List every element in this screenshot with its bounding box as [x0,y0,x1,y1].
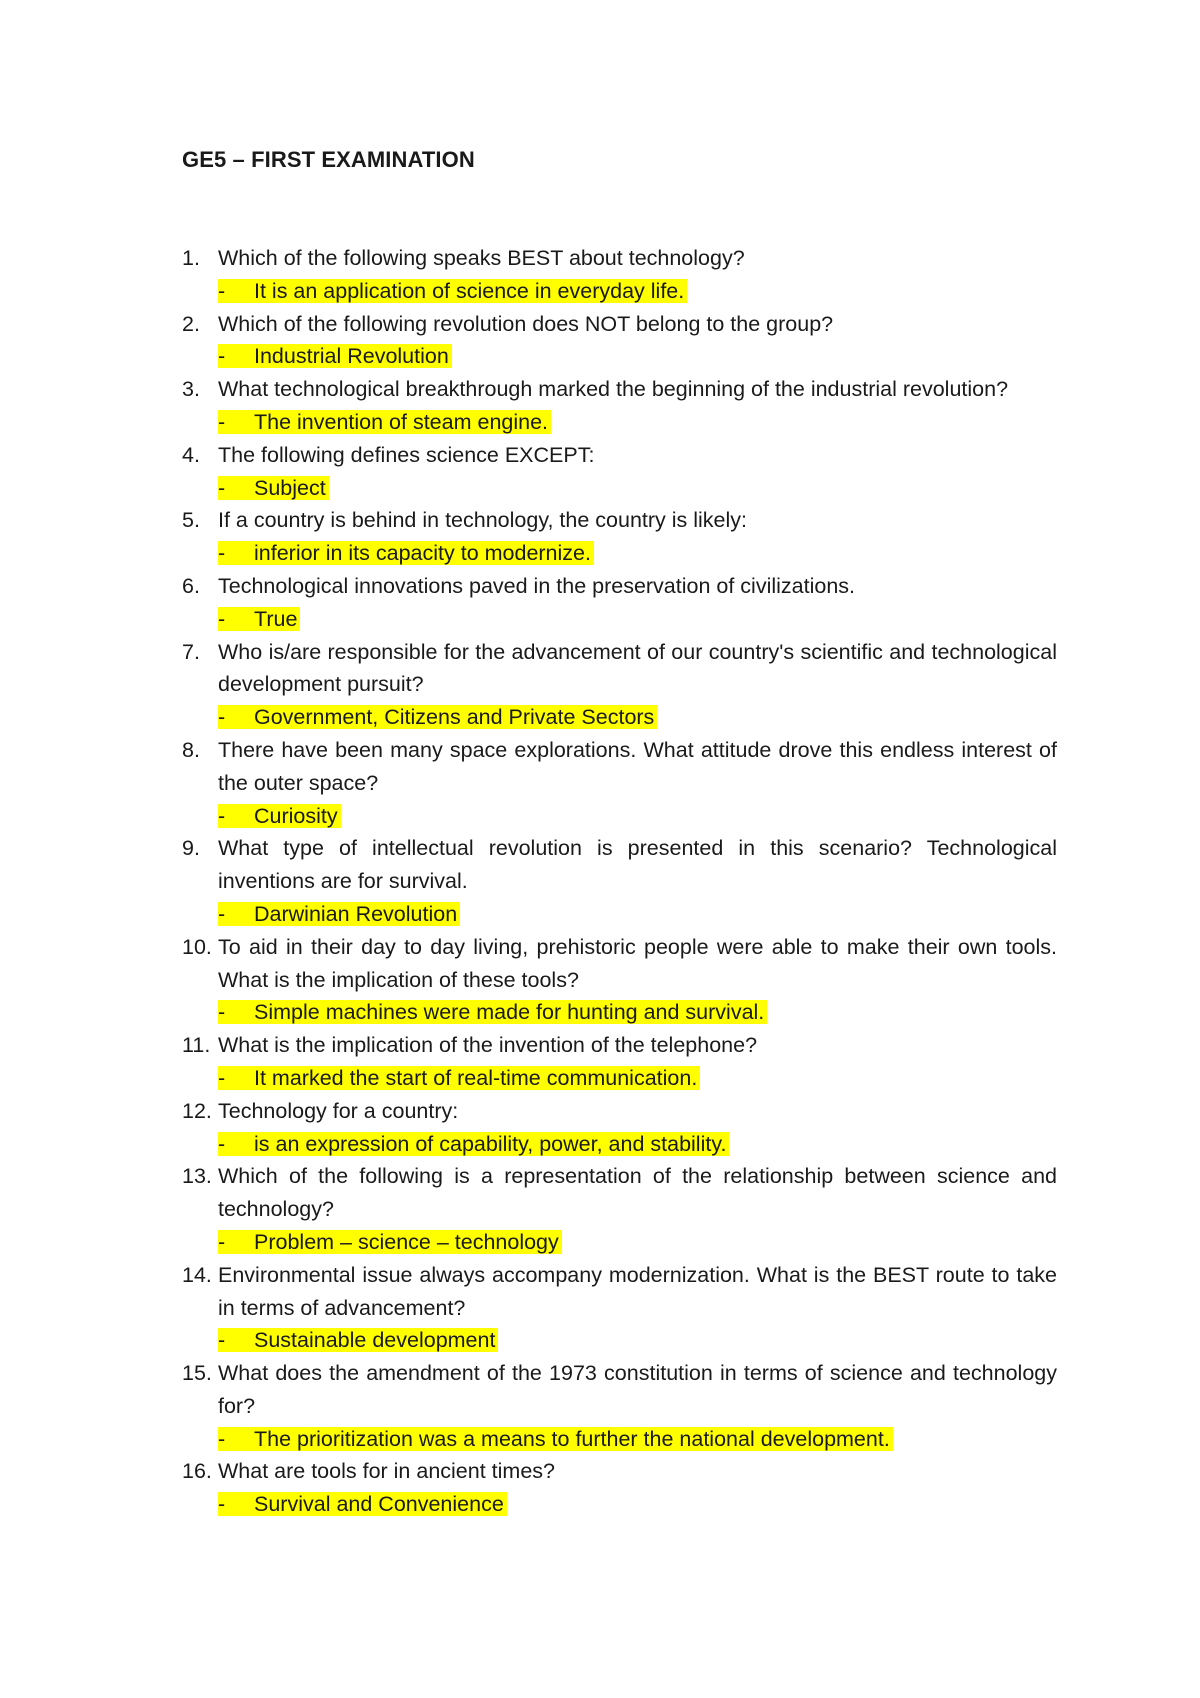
question-text: The following defines science EXCEPT: [218,442,595,467]
question-text: Technology for a country: [218,1098,459,1123]
question-number: 12. [182,1098,212,1123]
answer-line [218,1324,1057,1357]
answer-dash: - [218,803,226,828]
question-text: Which of the following speaks BEST about technology? [218,246,745,270]
answer-line [218,1128,1057,1161]
answer-highlight [218,476,329,500]
question-text: Which of the following revolution does NOT belong to the group? [218,311,834,336]
question-number: 9. [182,836,200,861]
question-item [182,242,1057,308]
question-number: 16. [182,1459,212,1484]
answer-line [218,603,1057,636]
answer-text: Curiosity [254,803,338,828]
question-item [182,1029,1057,1095]
answer-highlight [218,1492,507,1516]
question-text: To aid in their day to day living, prehistoric people were able to make their own tools. What is the implication of these tools? [218,934,1057,992]
question-number: 10. [182,934,212,959]
question-item [182,570,1057,636]
question-number: 7. [182,639,200,664]
answer-dash: - [218,475,226,500]
answer-line [218,1488,1057,1521]
answer-highlight [218,607,300,631]
question-item [182,1357,1057,1455]
question-number: 2. [182,311,200,336]
answer-text: Subject [254,475,326,500]
answer-highlight [218,804,341,828]
answer-dash: - [218,1000,226,1025]
answer-highlight [218,902,460,926]
question-number: 8. [182,737,200,762]
question-text: What are tools for in ancient times? [218,1459,555,1484]
question-text: Which of the following is a representation of the relationship between science and technology? [218,1164,1057,1222]
answer-text: Problem – science – technology [254,1229,559,1254]
question-number: 1. [182,246,200,270]
answer-highlight [218,1132,729,1156]
question-number: 5. [182,508,200,533]
answer-highlight [218,279,687,303]
answer-dash: - [218,409,226,434]
question-number: 13. [182,1164,212,1189]
question-number: 14. [182,1262,212,1287]
question-text: Environmental issue always accompany modernization. What is the BEST route to take in terms of advancement? [218,1262,1057,1320]
question-item [182,832,1057,930]
answer-highlight [218,1066,700,1090]
question-item [182,931,1057,1029]
answer-dash: - [218,344,226,369]
answer-dash: - [218,1328,226,1353]
answer-line [218,701,1057,734]
answer-text: It marked the start of real-time communication. [254,1065,698,1090]
answer-dash: - [218,1492,226,1517]
question-text: If a country is behind in technology, the country is likely: [218,508,748,533]
answer-text: The invention of steam engine. [254,409,549,434]
document-title: GE5 – FIRST EXAMINATION [182,147,475,172]
question-item [182,1259,1057,1357]
question-item [182,373,1057,439]
question-text: There have been many space explorations. What attitude drove this endless interest of the outer space? [218,737,1057,795]
answer-line [218,996,1057,1029]
question-number: 3. [182,377,200,402]
question-text: What does the amendment of the 1973 constitution in terms of science and technology for? [218,1361,1057,1418]
answer-line [218,340,1057,373]
question-text: What type of intellectual revolution is presented in this scenario? Technological inventions are for survival. [218,836,1057,894]
answer-text: Darwinian Revolution [254,901,458,926]
question-item [182,734,1057,832]
question-item [182,308,1057,374]
answer-text: Industrial Revolution [254,344,449,369]
answer-line [218,472,1057,505]
answer-line [218,1226,1057,1259]
question-number: 15. [182,1361,212,1386]
answer-text: The prioritization was a means to further the national development. [254,1426,890,1451]
answer-dash: - [218,278,226,303]
question-text: Who is/are responsible for the advancement of our country's scientific and technological development pursuit? [218,639,1057,697]
question-text: What is the implication of the invention of the telephone? [218,1033,758,1058]
answer-line [218,800,1057,833]
question-text: Technological innovations paved in the preservation of civilizations. [218,573,856,598]
question-number: 4. [182,442,200,467]
question-item [182,1095,1057,1161]
answer-highlight [218,1000,767,1024]
answer-text: Government, Citizens and Private Sectors [254,705,655,730]
answer-text: It is an application of science in everyday life. [254,278,685,303]
answer-highlight [218,410,551,434]
answer-text: Simple machines were made for hunting and survival. [254,1000,765,1025]
answer-highlight [218,705,657,729]
answer-highlight [218,344,452,368]
question-item [182,439,1057,505]
answer-line [218,537,1057,570]
answer-dash: - [218,1065,226,1090]
answer-line [218,275,1057,308]
answer-line [218,1423,1057,1456]
answer-dash: - [218,705,226,730]
question-item [182,504,1057,570]
answer-highlight [218,1427,893,1451]
answer-text: is an expression of capability, power, and stability. [254,1131,727,1156]
answer-text: Sustainable development [254,1328,496,1353]
question-list [182,242,1057,1521]
answer-line [218,898,1057,931]
answer-text: True [254,606,298,631]
question-number: 11. [182,1033,211,1058]
answer-dash: - [218,606,226,631]
answer-text: Survival and Convenience [254,1492,504,1517]
answer-highlight [218,1230,562,1254]
answer-dash: - [218,1229,226,1254]
answer-text: inferior in its capacity to modernize. [254,541,591,566]
question-number: 6. [182,573,200,598]
answer-dash: - [218,541,226,566]
answer-highlight [218,541,594,565]
answer-highlight [218,1328,498,1352]
answer-line [218,406,1057,439]
answer-dash: - [218,1131,226,1156]
answer-dash: - [218,901,226,926]
question-item [182,1160,1057,1258]
answer-line [218,1062,1057,1095]
question-item [182,636,1057,734]
question-text: What technological breakthrough marked the beginning of the industrial revolution? [218,377,1009,402]
question-item [182,1455,1057,1521]
answer-dash: - [218,1426,226,1451]
